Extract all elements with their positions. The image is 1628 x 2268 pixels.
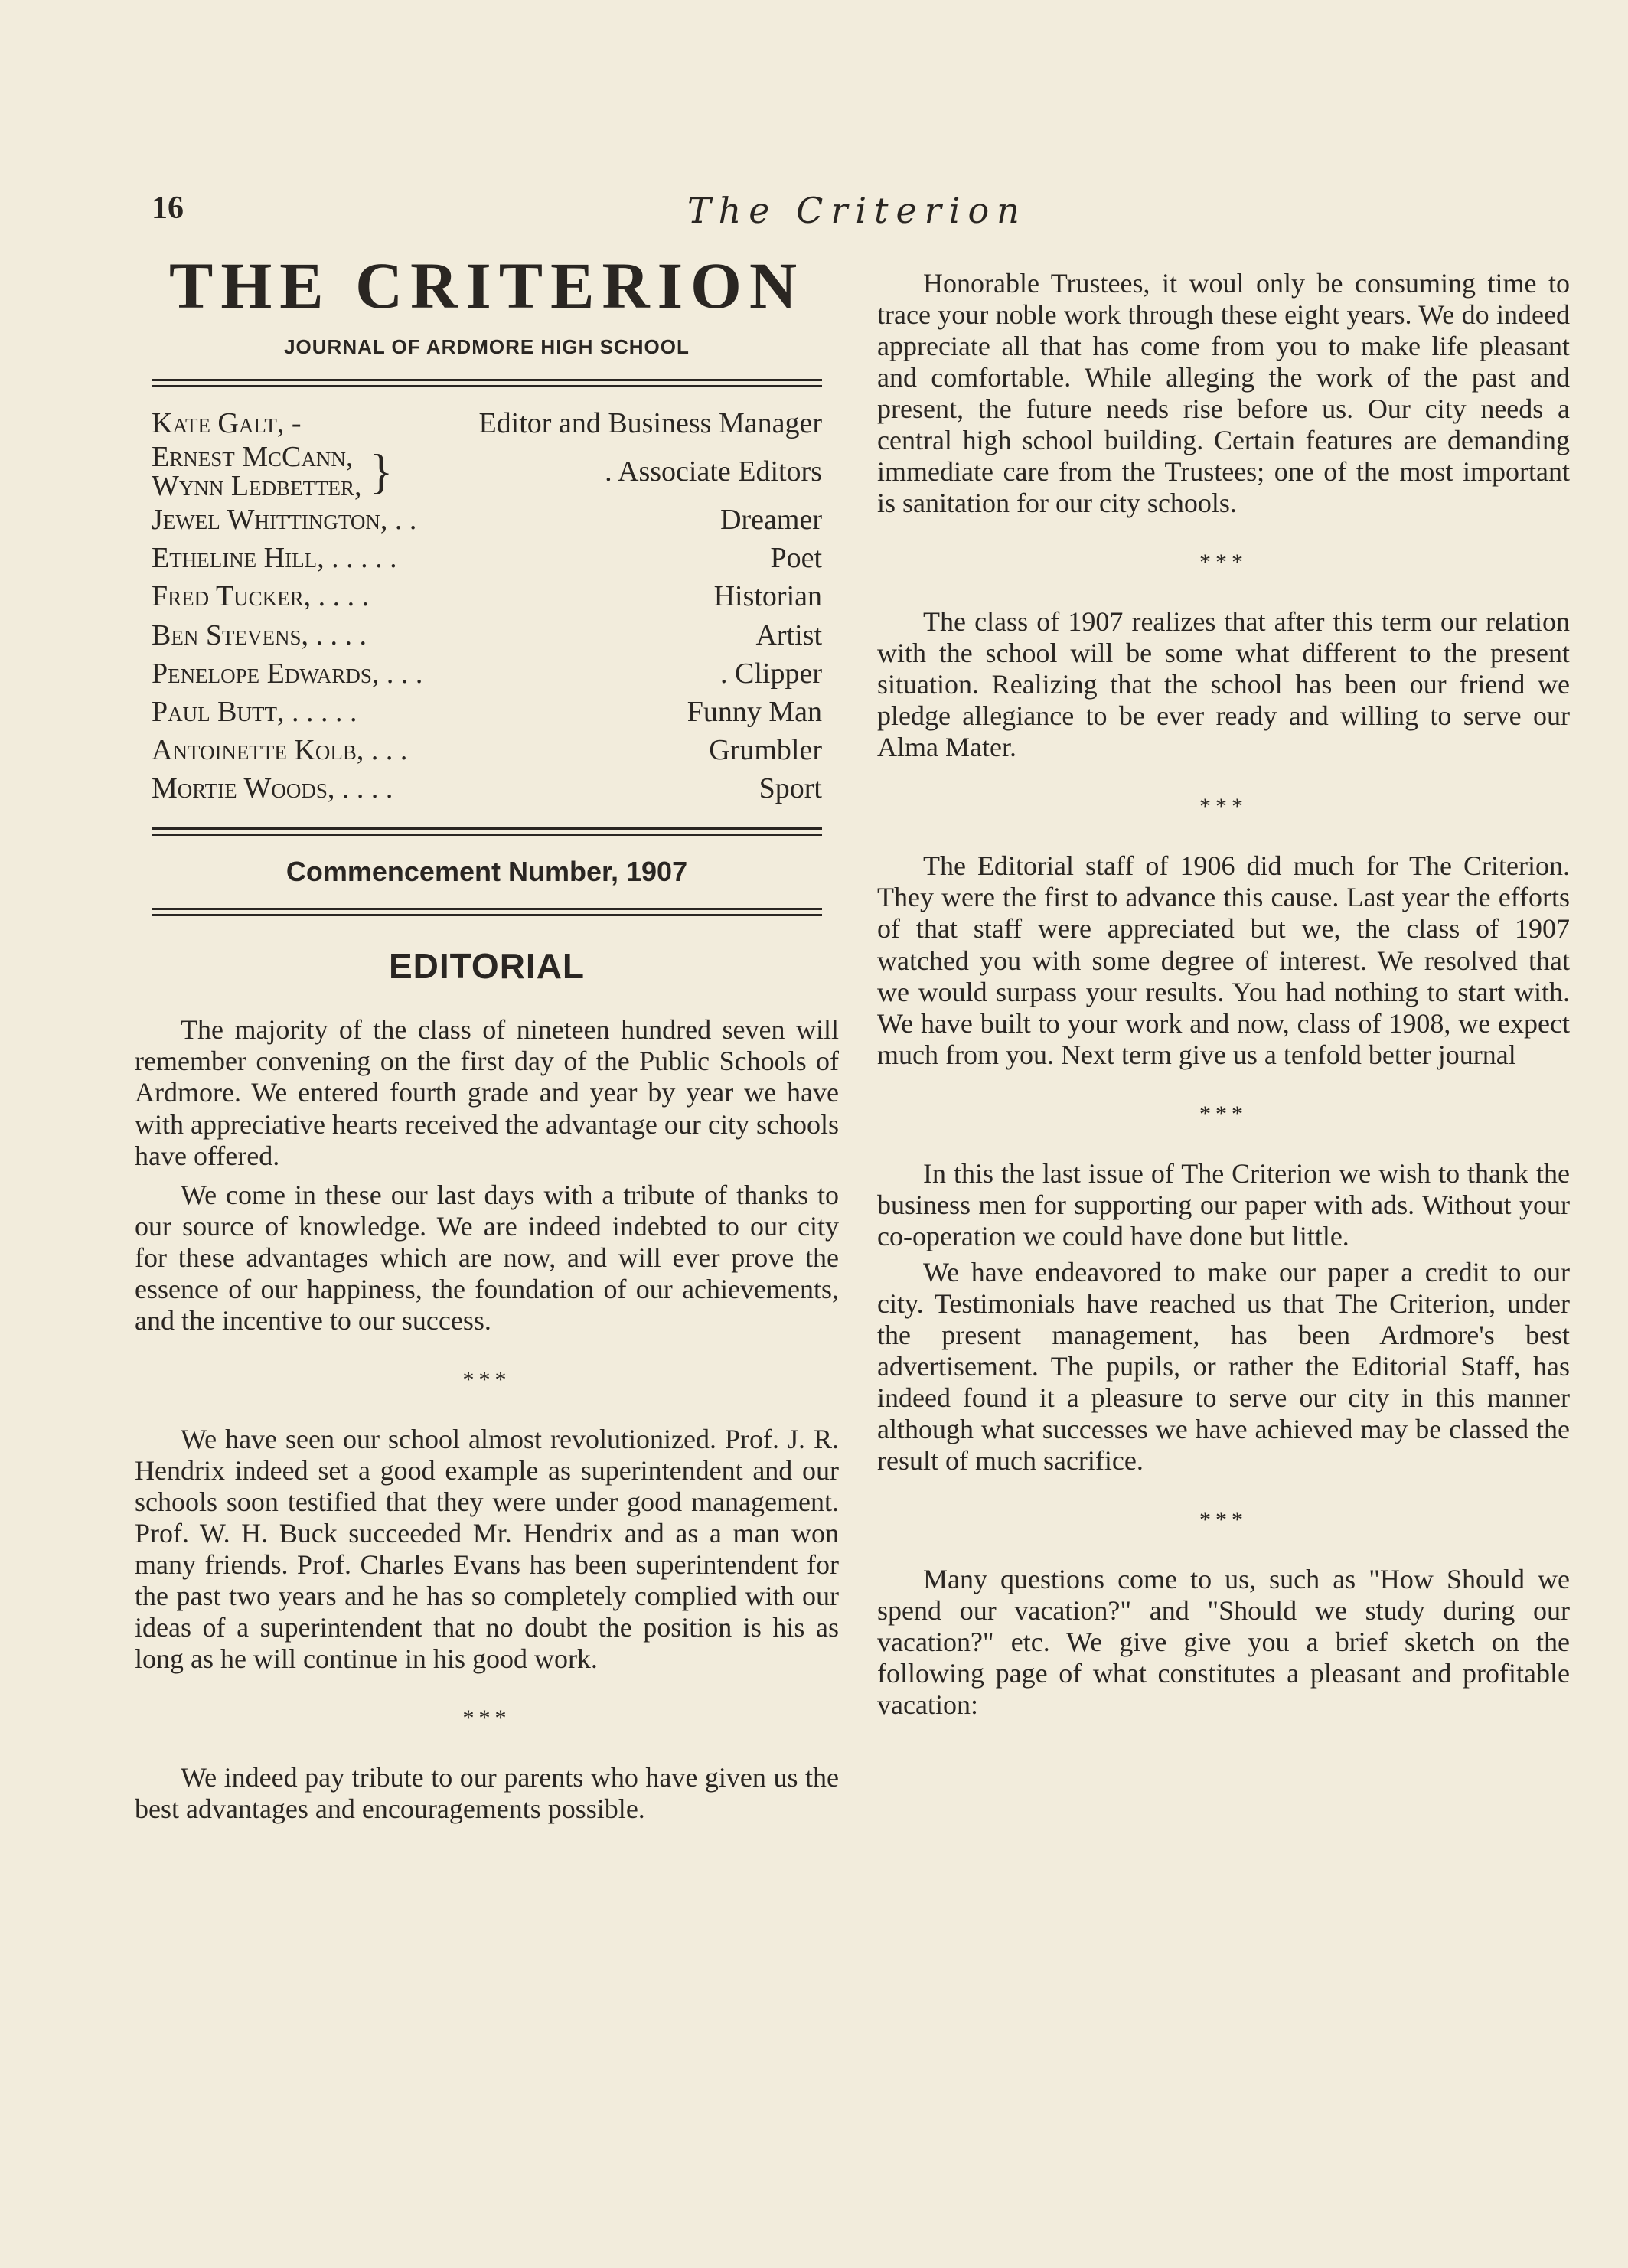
paragraph: The majority of the class of nineteen hundred seven will remember convening on the first day of the Public Schools of Ardmore. We entered fourth grade and year by year we have with appreciative hearts received the advantage our city schools have offered. bbox=[135, 1014, 839, 1171]
staff-name: Kate Galt, - bbox=[152, 407, 302, 439]
staff-role: Editor and Business Manager bbox=[478, 407, 822, 439]
staff-row bbox=[152, 404, 822, 442]
staff-name: Fred Tucker, . . . . bbox=[152, 580, 370, 613]
divider bbox=[152, 827, 822, 836]
divider bbox=[152, 908, 822, 916]
staff-role: Sport bbox=[759, 772, 822, 805]
paragraph: We indeed pay tribute to our parents who have given us the best advantages and encouragements possible. bbox=[135, 1761, 839, 1824]
staff-role: Funny Man bbox=[687, 695, 822, 728]
staff-name: Wynn Ledbetter, bbox=[152, 470, 362, 503]
paragraph: The Editorial staff of 1906 did much for The Criterion. They were the first to advance this cause. Last year the efforts of that staff were appreciated but we, the class of 1907 watched you with some degree of interest. We resolved that we would surpass your results. You had nothing to start with. We have built to your work and now, class of 1908, we expect much from you. Next term give us a tenfold better journal bbox=[877, 850, 1570, 1070]
staff-row bbox=[152, 731, 822, 769]
staff-row bbox=[152, 539, 822, 577]
section-heading: EDITORIAL bbox=[388, 946, 586, 987]
staff-name: Antoinette Kolb, . . . bbox=[152, 734, 408, 767]
staff-name: Jewel Whittington, . . bbox=[152, 504, 417, 537]
staff-row bbox=[152, 693, 822, 731]
staff-list bbox=[152, 404, 822, 808]
left-column bbox=[135, 249, 839, 1825]
staff-name: Ben Stevens, . . . . bbox=[152, 618, 367, 651]
staff-role: Dreamer bbox=[720, 504, 822, 537]
issue-title: Commencement Number, 1907 bbox=[285, 856, 688, 888]
masthead-title: THE CRITERION bbox=[168, 249, 805, 322]
staff-row bbox=[152, 442, 822, 501]
brace-icon: } bbox=[369, 444, 393, 499]
divider bbox=[152, 379, 822, 387]
staff-name: Etheline Hill, . . . . . bbox=[152, 542, 397, 575]
paragraph: We have endeavored to make our paper a credit to our city. Testimonials have reached us that The Criterion, under the present management, has been Ardmore's best advertisement. The pupils, or rather the Editorial Staff, has indeed found it a pleasure to serve our city in this manner although what successes we have achieved may be classed the result of much sacrifice. bbox=[877, 1256, 1570, 1476]
staff-row bbox=[152, 616, 822, 654]
running-title: The Criterion bbox=[687, 190, 1027, 231]
paragraph: We have seen our school almost revolutionized. Prof. J. R. Hendrix indeed set a good example as superintendent and our schools soon testified that they were under good management. Prof. W. H. Buck succeeded Mr. Hendrix and as a man won many friends. Prof. Charles Evans has been superintendent for the past two years and he has so completely complied with our ideas of a superintendent that no doubt the position is his as long as he will continue in his good work. bbox=[135, 1423, 839, 1674]
section-separator: *** bbox=[1199, 1506, 1248, 1532]
section-separator: *** bbox=[462, 1705, 511, 1731]
paragraph: Many questions come to us, such as "How Should we spend our vacation?" and "Should we study during our vacation?" etc. We give give you a brief sketch on the following page of what constitutes a pleasant and profitable vacation: bbox=[877, 1563, 1570, 1721]
staff-name: Paul Butt, . . . . . bbox=[152, 695, 357, 728]
paragraph: Honorable Trustees, it woul only be consuming time to trace your noble work through these eight years. We do indeed appreciate all that has come from you to make life pleasant and comfortable. While alleging the work of the past and present, the future needs rise before us. Our city needs a central high school building. Certain features are demanding immediate care from the Trustees; one of the most important is sanitation for our city schools. bbox=[877, 268, 1570, 519]
paragraph: We come in these our last days with a tribute of thanks to our source of knowledge. We are indeed indebted to our city for these advantages which are now, and will ever prove the essence of our happiness, the foundation of our achievements, and the incentive to our success. bbox=[135, 1179, 839, 1336]
staff-role: Poet bbox=[770, 542, 822, 575]
staff-role: . Associate Editors bbox=[605, 455, 822, 488]
section-separator: *** bbox=[1199, 550, 1248, 576]
section-separator: *** bbox=[462, 1366, 511, 1392]
page-number: 16 bbox=[152, 191, 184, 226]
section-separator: *** bbox=[1199, 794, 1248, 820]
staff-name: Mortie Woods, . . . . bbox=[152, 772, 393, 805]
paragraph: In this the last issue of The Criterion we wish to thank the business men for supporting our paper with ads. Without your co-operation we could have done but little. bbox=[877, 1157, 1570, 1251]
staff-row bbox=[152, 769, 822, 808]
staff-name: Penelope Edwards, . . . bbox=[152, 657, 423, 690]
staff-name: Ernest McCann, bbox=[152, 441, 354, 474]
staff-row bbox=[152, 654, 822, 693]
staff-role: Artist bbox=[755, 618, 822, 651]
masthead-subtitle: JOURNAL OF ARDMORE HIGH SCHOOL bbox=[284, 335, 690, 358]
staff-row bbox=[152, 501, 822, 539]
staff-row bbox=[152, 577, 822, 615]
staff-role: Historian bbox=[713, 580, 822, 613]
staff-role: . Clipper bbox=[720, 657, 822, 690]
running-head bbox=[152, 190, 1070, 236]
right-column bbox=[877, 268, 1570, 1721]
staff-role: Grumbler bbox=[709, 734, 822, 767]
paragraph: The class of 1907 realizes that after this term our relation with the school will be some what different to the present situation. Realizing that the school has been our friend we pledge allegiance to be ever ready and willing to serve our Alma Mater. bbox=[877, 606, 1570, 763]
section-separator: *** bbox=[1199, 1101, 1248, 1127]
